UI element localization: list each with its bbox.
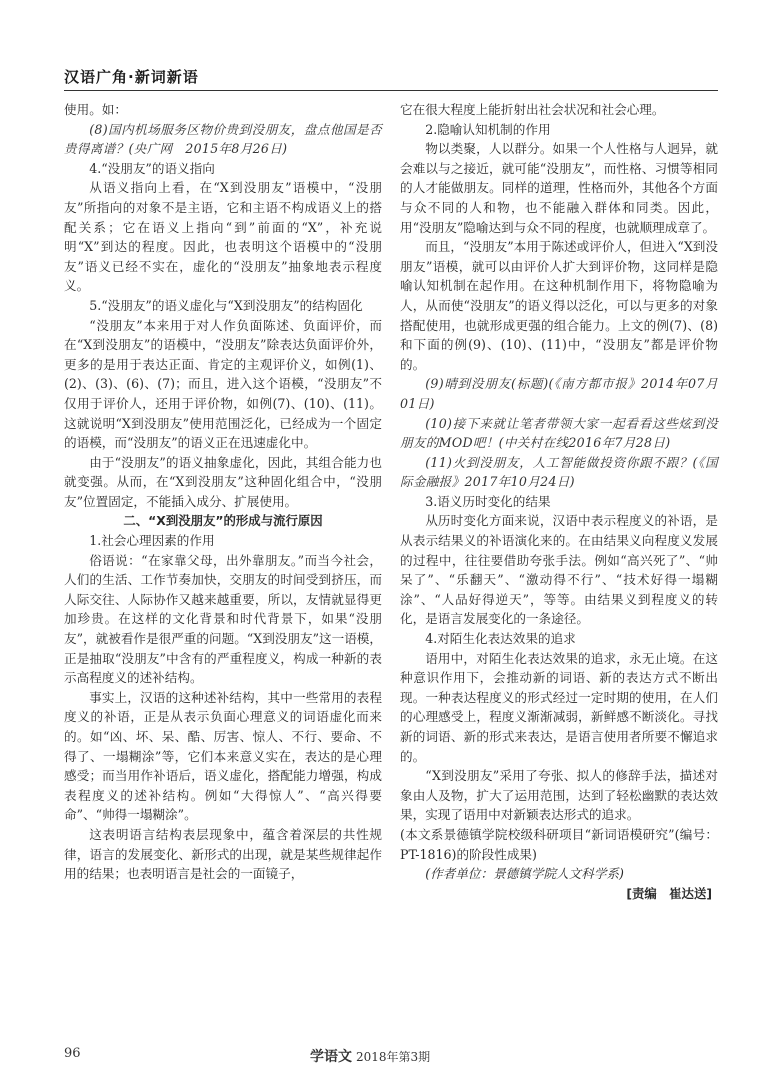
subheading-social-psychology: 1.社会心理因素的作用 xyxy=(89,533,215,549)
header-divider xyxy=(64,90,718,91)
editor-credit: [责编 崔达送] xyxy=(626,885,712,901)
page-number: 96 xyxy=(64,1046,81,1061)
funding-note: (本文系景德镇学院校级科研项目“新词语模研究”(编号：PT-1816)的阶段性成果) xyxy=(400,826,718,862)
left-column xyxy=(64,100,382,884)
subheading-metaphor: 2.隐喻认知机制的作用 xyxy=(425,121,551,137)
section-heading-2: 二、“X到没朋友”的形成与流行原因 xyxy=(123,513,323,529)
subheading-diachronic: 3.语义历时变化的结果 xyxy=(425,493,551,509)
paragraph: 事实上，汉语的这种述补结构，其中一些常用的表程度义的补语，正是从表示负面心理意义的词语虚化而来的。如“凶、坏、呆、酷、厉害、惊人、不行、要命、不得了、一塌糊涂”等，它们本来意义实在，表达的是心理感受；而当用作补语后，语义虚化，搭配能力增强，构成表程度义的述补结构。例如“大得惊人”、“高兴得要命”、“帅得一塌糊涂”。 xyxy=(64,689,382,823)
page-footer xyxy=(64,1046,718,1064)
paragraph: 这表明语言结构表层现象中，蕴含着深层的共性规律，语言的发展变化、新形式的出现，就是某些规律起作用的结果；也表明语言是社会的一面镜子， xyxy=(64,826,382,882)
paragraph: 语用中，对陌生化表达效果的追求，永无止境。在这种意识作用下，会推动新的词语、新的表达方式不断出现。一种表达程度义的形式经过一定时期的使用，在人们的心理感受上，程度义渐渐减弱，新鲜感不断淡化。寻找新的词语、新的形式来表达，是语言使用者所要不懈追求的。 xyxy=(400,650,718,764)
paragraph: 从历时变化方面来说，汉语中表示程度义的补语，是从表示结果义的补语演化来的。在由结果义向程度义发展的过程中，往往要借助夸张手法。例如“高兴死了”、“帅呆了”、“乐翻天”、“激动得不行”、“技术好得一塌糊涂”、“人品好得逆天”，等等。由结果义到程度义的转化，是语言发展变化的一条途径。 xyxy=(400,513,718,627)
right-column xyxy=(400,100,718,903)
running-header xyxy=(64,66,718,92)
author-affiliation: (作者单位：景德镇学院人文科学系) xyxy=(425,866,624,882)
paragraph: 使用。如： xyxy=(64,102,127,117)
paragraph: 它在很大程度上能折射出社会状况和社会心理。 xyxy=(400,102,665,117)
subheading-semantic-bleaching: 5.“没朋友”的语义虚化与“X到没朋友”的结构固化 xyxy=(89,297,363,313)
subheading-semantic-direction: 4.“没朋友”的语义指向 xyxy=(89,160,215,176)
example-9: (9)晴到没朋友(标题)(《南方都市报》2014年07月01日) xyxy=(400,376,718,411)
paragraph: 俗语说：“在家靠父母，出外靠朋友。”而当今社会，人们的生活、工作节奏加快，交朋友的时间受到挤压，而人际交往、人际协作又越来越重要，所以，友情就显得更加珍贵。在这样的文化背景和时代背景下，如果“没朋友”，就被看作是很严重的问题。“X到没朋友”这一语模，正是抽取“没朋友”中含有的严重程度义，构成一种新的表示高程度义的述补结构。 xyxy=(64,552,382,686)
paragraph: 而且，“没朋友”本用于陈述或评价人，但进入“X到没朋友”语模，就可以由评价人扩大到评价物，这同样是隐喻认知机制在起作用。在这种机制作用下，将物隐喻为人，从而使“没朋友”的语义得以泛化，可以与更多的对象搭配使用，也就形成更强的组合能力。上文的例(7)、(8)和下面的例(9)、(10)、(11)中，“没朋友”都是评价物的。 xyxy=(400,239,718,372)
journal-title: 学语文 xyxy=(310,1049,352,1065)
journal-name xyxy=(310,1046,430,1066)
example-8: (8)国内机场服务区物价贵到没朋友，盘点他国是否贵得离谱？(央广网 2015年8月26日) xyxy=(64,121,382,157)
example-10: (10)接下来就让笔者带领大家一起看看这些炫到没朋友的MOD吧！(中关村在线2016年7月28日) xyxy=(400,415,718,451)
paragraph: 从语义指向上看，在“X到没朋友”语模中，“没朋友”所指向的对象不是主语，它和主语不构成语义上的搭配关系；它在语义上指向“到”前面的“X”，补充说明“X”到达的程度。因此，也表明这个语模中的“没朋友”语义已经不实在，虚化的“没朋友”抽象地表示程度义。 xyxy=(64,180,382,294)
journal-issue: 2018年第3期 xyxy=(356,1050,431,1064)
paragraph: “没朋友”本来用于对人作负面陈述、负面评价，而在“X到没朋友”的语模中，“没朋友”除表达负面评价外，更多的是用于表达正面、肯定的主观评价义，如例(1)、(2)、(3)、(6)、(7)；而且，进入这个语模，“没朋友”不仅用于评价人，还用于评价物，如例(7)、(10)、(11)。这就说明“X到没朋友”使用范围泛化，已经成为一个固定的语模，而“没朋友”的语义正在迅速虚化中。 xyxy=(64,317,382,451)
paragraph: 物以类聚，人以群分。如果一个人性格与人迥异，就会难以与之接近，就可能“没朋友”，而性格、习惯等相同的人才能做朋友。同样的道理，性格而外，其他各个方面与众不同的人和物，也不能融入群体和同类。因此，用“没朋友”隐喻达到与众不同的程度，也就顺理成章了。 xyxy=(400,141,718,235)
paragraph: “X到没朋友”采用了夸张、拟人的修辞手法，描述对象由人及物，扩大了运用范围，达到了轻松幽默的表达效果，实现了语用中对新颖表达形式的追求。 xyxy=(400,768,718,823)
example-11: (11)火到没朋友，人工智能做投资你跟不跟？(《国际金融报》2017年10月24日) xyxy=(400,454,718,490)
paragraph: 由于“没朋友”的语义抽象虚化，因此，其组合能力也就变强。从而，在“X到没朋友”这种固化组合中，“没朋友”位置固定，不能插入成分、扩展使用。 xyxy=(64,454,382,509)
subheading-defamiliarization: 4.对陌生化表达效果的追求 xyxy=(425,631,576,647)
section-title: 汉语广角·新词新语 xyxy=(64,68,199,86)
